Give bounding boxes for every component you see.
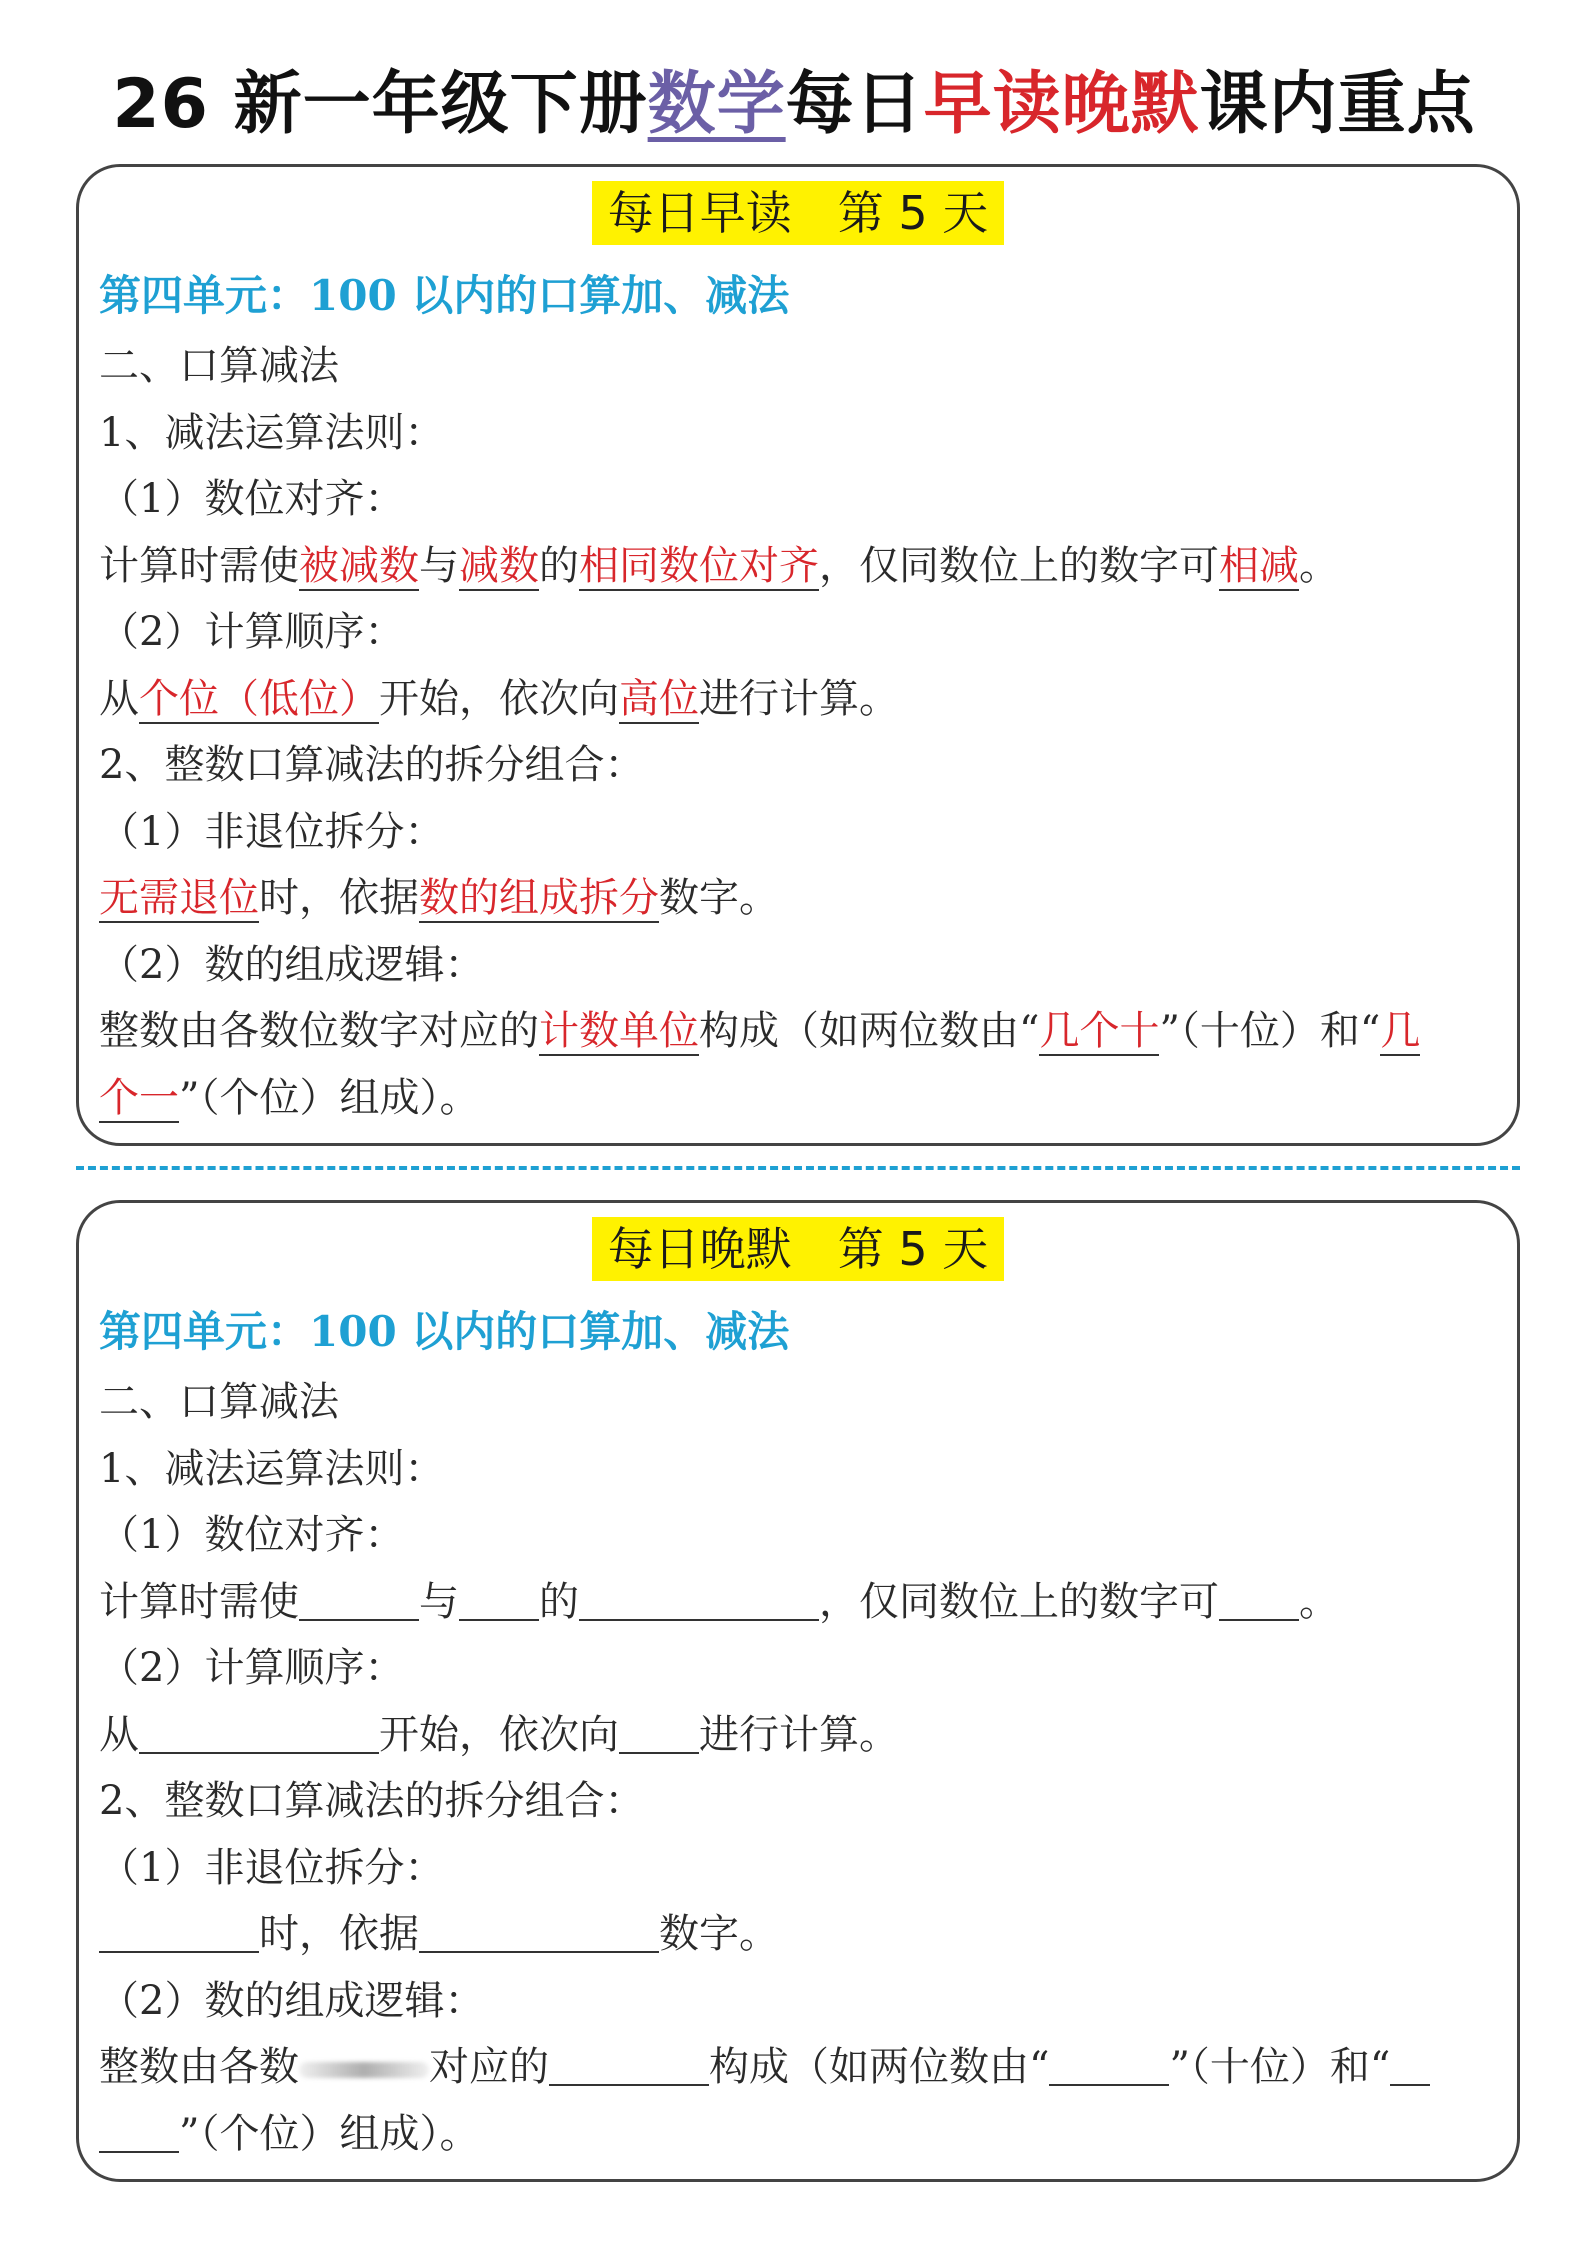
text: 开始，依次向	[379, 675, 619, 722]
text: ”（个位）组成）。	[179, 2110, 480, 2157]
text: 。	[1299, 542, 1339, 589]
blurred-watermark	[299, 2062, 429, 2078]
content-line	[99, 865, 1504, 932]
text: 数字。	[659, 1911, 779, 1957]
text: 从	[99, 1711, 139, 1758]
content-line	[99, 1702, 1504, 1769]
text: 开始，依次向	[379, 1711, 619, 1758]
sub-heading: （2）计算顺序：	[99, 1645, 405, 1691]
fill-blank[interactable]	[1390, 2044, 1430, 2086]
morning-heading: 每日早读 第 5 天	[592, 181, 1005, 245]
text: 计算时需使	[99, 542, 299, 589]
answer: 数的组成拆分	[419, 875, 659, 921]
text: ，仅同数位上的数字可	[819, 1578, 1219, 1625]
text: 时，依据	[259, 875, 419, 921]
answer: 个一	[99, 1074, 179, 1121]
answer: 相同数位对齐	[579, 542, 819, 589]
evening-content	[99, 1369, 1504, 2167]
sub-heading: （2）数的组成逻辑：	[99, 941, 485, 988]
card-heading	[79, 181, 1517, 245]
rule-heading: 2、整数口算减法的拆分组合：	[99, 1778, 645, 1824]
answer: 被减数	[299, 542, 419, 589]
fill-blank[interactable]	[139, 1712, 379, 1754]
content-line	[99, 998, 1504, 1065]
answer: 几个十	[1039, 1008, 1160, 1054]
fill-blank[interactable]	[1219, 1579, 1299, 1621]
text: 进行计算。	[699, 1711, 899, 1758]
rule-heading: 1、减法运算法则：	[99, 1445, 445, 1492]
evening-heading: 每日晚默 第 5 天	[592, 1217, 1005, 1281]
text: 对应的	[429, 2044, 549, 2090]
card-heading	[79, 1217, 1517, 1281]
title-part-key-points: 课内重点	[1199, 65, 1476, 144]
answer: 高位	[619, 675, 699, 722]
sub-heading: （1）非退位拆分：	[99, 808, 445, 855]
title-part-daily: 每日	[785, 65, 924, 144]
content-line	[99, 1065, 1504, 1132]
content-line	[99, 2034, 1504, 2101]
answer: 无需退位	[99, 875, 259, 921]
text: 整数由各数位数字对应的	[99, 1008, 539, 1054]
rule-heading: 1、减法运算法则：	[99, 409, 445, 456]
sub-heading: （1）非退位拆分：	[99, 1844, 445, 1891]
content-line	[99, 1901, 1504, 1968]
fill-blank[interactable]	[1049, 2044, 1169, 2086]
unit-title: 第四单元：100 以内的口算加、减法	[99, 271, 790, 320]
morning-reading-card	[76, 164, 1520, 1146]
content-line	[99, 1569, 1504, 1636]
text: ”（十位）和“	[1169, 2044, 1391, 2090]
text: 时，依据	[259, 1911, 419, 1957]
text: 进行计算。	[699, 675, 899, 722]
text: 计算时需使	[99, 1578, 299, 1625]
section-heading: 二、口算减法	[99, 1379, 339, 1425]
fill-blank[interactable]	[459, 1579, 539, 1621]
answer: 减数	[459, 542, 539, 589]
text: 与	[419, 542, 459, 589]
answer: 个位（低位）	[139, 675, 379, 722]
sub-heading: （1）数位对齐：	[99, 476, 405, 522]
fill-blank[interactable]	[619, 1712, 699, 1754]
evening-recite-card	[76, 1200, 1520, 2182]
text: 构成（如两位数由“	[699, 1008, 1040, 1054]
fill-blank[interactable]	[419, 1911, 659, 1953]
fill-blank[interactable]	[579, 1579, 819, 1621]
sub-heading: （1）数位对齐：	[99, 1512, 405, 1558]
text: ，仅同数位上的数字可	[819, 542, 1219, 589]
answer: 几	[1380, 1008, 1421, 1054]
content-line	[99, 666, 1504, 733]
text: 从	[99, 675, 139, 722]
content-line	[99, 533, 1504, 600]
text: 整数由各数	[99, 2044, 299, 2090]
unit-title: 第四单元：100 以内的口算加、减法	[99, 1307, 790, 1356]
answer: 计数单位	[539, 1008, 699, 1054]
sub-heading: （2）数的组成逻辑：	[99, 1977, 485, 2024]
sub-heading: （2）计算顺序：	[99, 609, 405, 655]
fill-blank[interactable]	[99, 2111, 179, 2153]
fill-blank[interactable]	[299, 1579, 419, 1621]
text: 数字。	[659, 875, 779, 921]
content-line	[99, 2101, 1504, 2168]
text: ”（十位）和“	[1159, 1008, 1381, 1054]
text: 与	[419, 1578, 459, 1625]
answer: 相减	[1219, 542, 1299, 589]
morning-content	[99, 333, 1504, 1131]
text: ”（个位）组成）。	[179, 1074, 480, 1121]
text: 的	[539, 542, 579, 589]
rule-heading: 2、整数口算减法的拆分组合：	[99, 742, 645, 788]
fill-blank[interactable]	[99, 1911, 259, 1953]
text: 构成（如两位数由“	[709, 2044, 1050, 2090]
title-part-grade: 26 新一年级下册	[112, 65, 648, 144]
title-part-subject: 数学	[647, 65, 786, 144]
title-part-read-recite: 早读晚默	[923, 65, 1200, 144]
fill-blank[interactable]	[549, 2044, 709, 2086]
text: 的	[539, 1578, 579, 1625]
text: 。	[1299, 1578, 1339, 1625]
page-title	[0, 50, 1588, 160]
section-heading: 二、口算减法	[99, 343, 339, 389]
dashed-divider	[76, 1166, 1520, 1170]
